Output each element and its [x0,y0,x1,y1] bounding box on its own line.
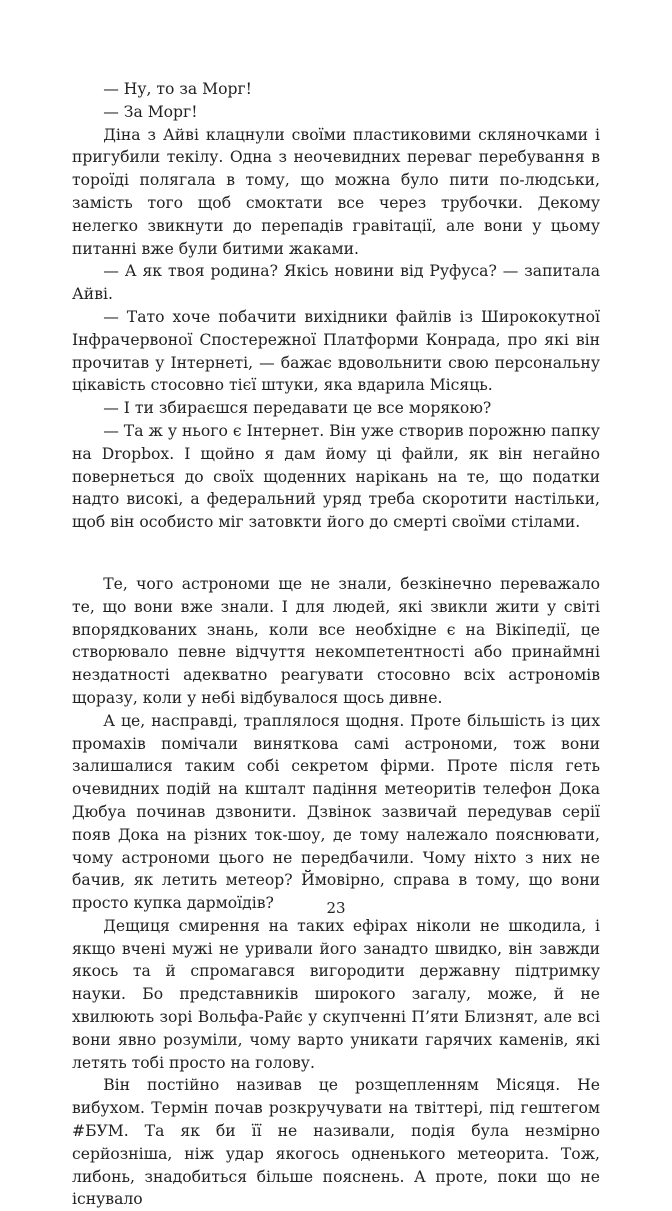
paragraph: Він постійно називав це розщепленням Місяця. Не вибухом. Термін почав розкручувати на твіттері, під гештегом #БУМ. Та як би її не називали, подія була незмірно серйозніша, ніж удар якогось одненького метеорита. Тож, либонь, знадобиться більше пояснень. А проте, поки що не існувало [72,1076,600,1209]
paragraph: — За Морг! [103,102,198,121]
section-break [72,534,600,573]
page-number: 23 [326,899,346,917]
paragraph: — Та ж у нього є Інтернет. Він уже створив порожню папку на Dropbox. І щойно я дам йому ці файли, як він негайно повернеться до своїх щоденних нарікань на те, що податки надто високі, а федеральний уряд треба скоротити настільки, щоб він особисто міг затовкти його до смерті своїми стілами. [72,421,600,532]
paragraph: — Ну, то за Морг! [103,80,252,98]
paragraph: — Тато хоче побачити вихідники файлів із Ширококутної Інфрачервоної Спостережної Платформи Конрада, про які він прочитав у Інтернеті, — бажає вдовольнити свою персональну цікавість стосовно тієї штуки, яка вдарила Місяць. [72,307,600,395]
paragraph: Діна з Айві клацнули своїми пластиковими скляночками і пригубили текілу. Одна з неочевидних переваг перебування в тороїді полягала в тому, що можна було пити по-людськи, замість того щоб смоктати все через трубочки. Декому нелегко звикнути до перепадів гравітації, але вони у цьому питанні вже були битими жаками. [72,125,600,258]
page-body [72,78,600,1211]
paragraph: — І ти збираєшся передавати це все морякою? [103,399,492,418]
paragraph: Дещиця смирення на таких ефірах ніколи не шкодила, і якщо вчені мужі не уривали його занадто швидко, він завжди якось та й спромагався вигородити державну підтримку науки. Бо представників широкого загалу, може, й не хвилюють зорі Вольфа-Райє у скупченні П’яти Близнят, але всі вони явно розуміли, чому варто уникати гарячих каменів, які летять тобі просто на голову. [72,916,600,1072]
paragraph: А це, насправді, траплялося щодня. Проте більшість із цих промахів помічали виняткова самі астрономи, тож вони залишалися таким собі секретом фірми. Проте після геть очевидних подій на кшталт падіння метеоритів телефон Дока Дюбуа починав дзвонити. Дзвінок зазвичай передував серії появ Дока на різних ток-шоу, де тому належало пояснювати, чому астрономи цього не передбачили. Чому ніхто з них не бачив, як летить метеор? Ймовірно, справа в тому, що вони просто купка дармоїдів? [72,711,600,913]
paragraph: Те, чого астрономи ще не знали, безкінечно переважало те, що вони вже знали. І для людей, які звикли жити у світі впорядкованих знань, коли все необхідне є на Вікіпедії, це створювало певне відчуття некомпетентності або принаймні нездатності адекватно реагувати стосовно всіх астрономів щоразу, коли у небі відбувалося щось дивне. [72,574,600,707]
paragraph: — А як твоя родина? Якісь новини від Руфуса? — запитала Айві. [72,262,600,304]
